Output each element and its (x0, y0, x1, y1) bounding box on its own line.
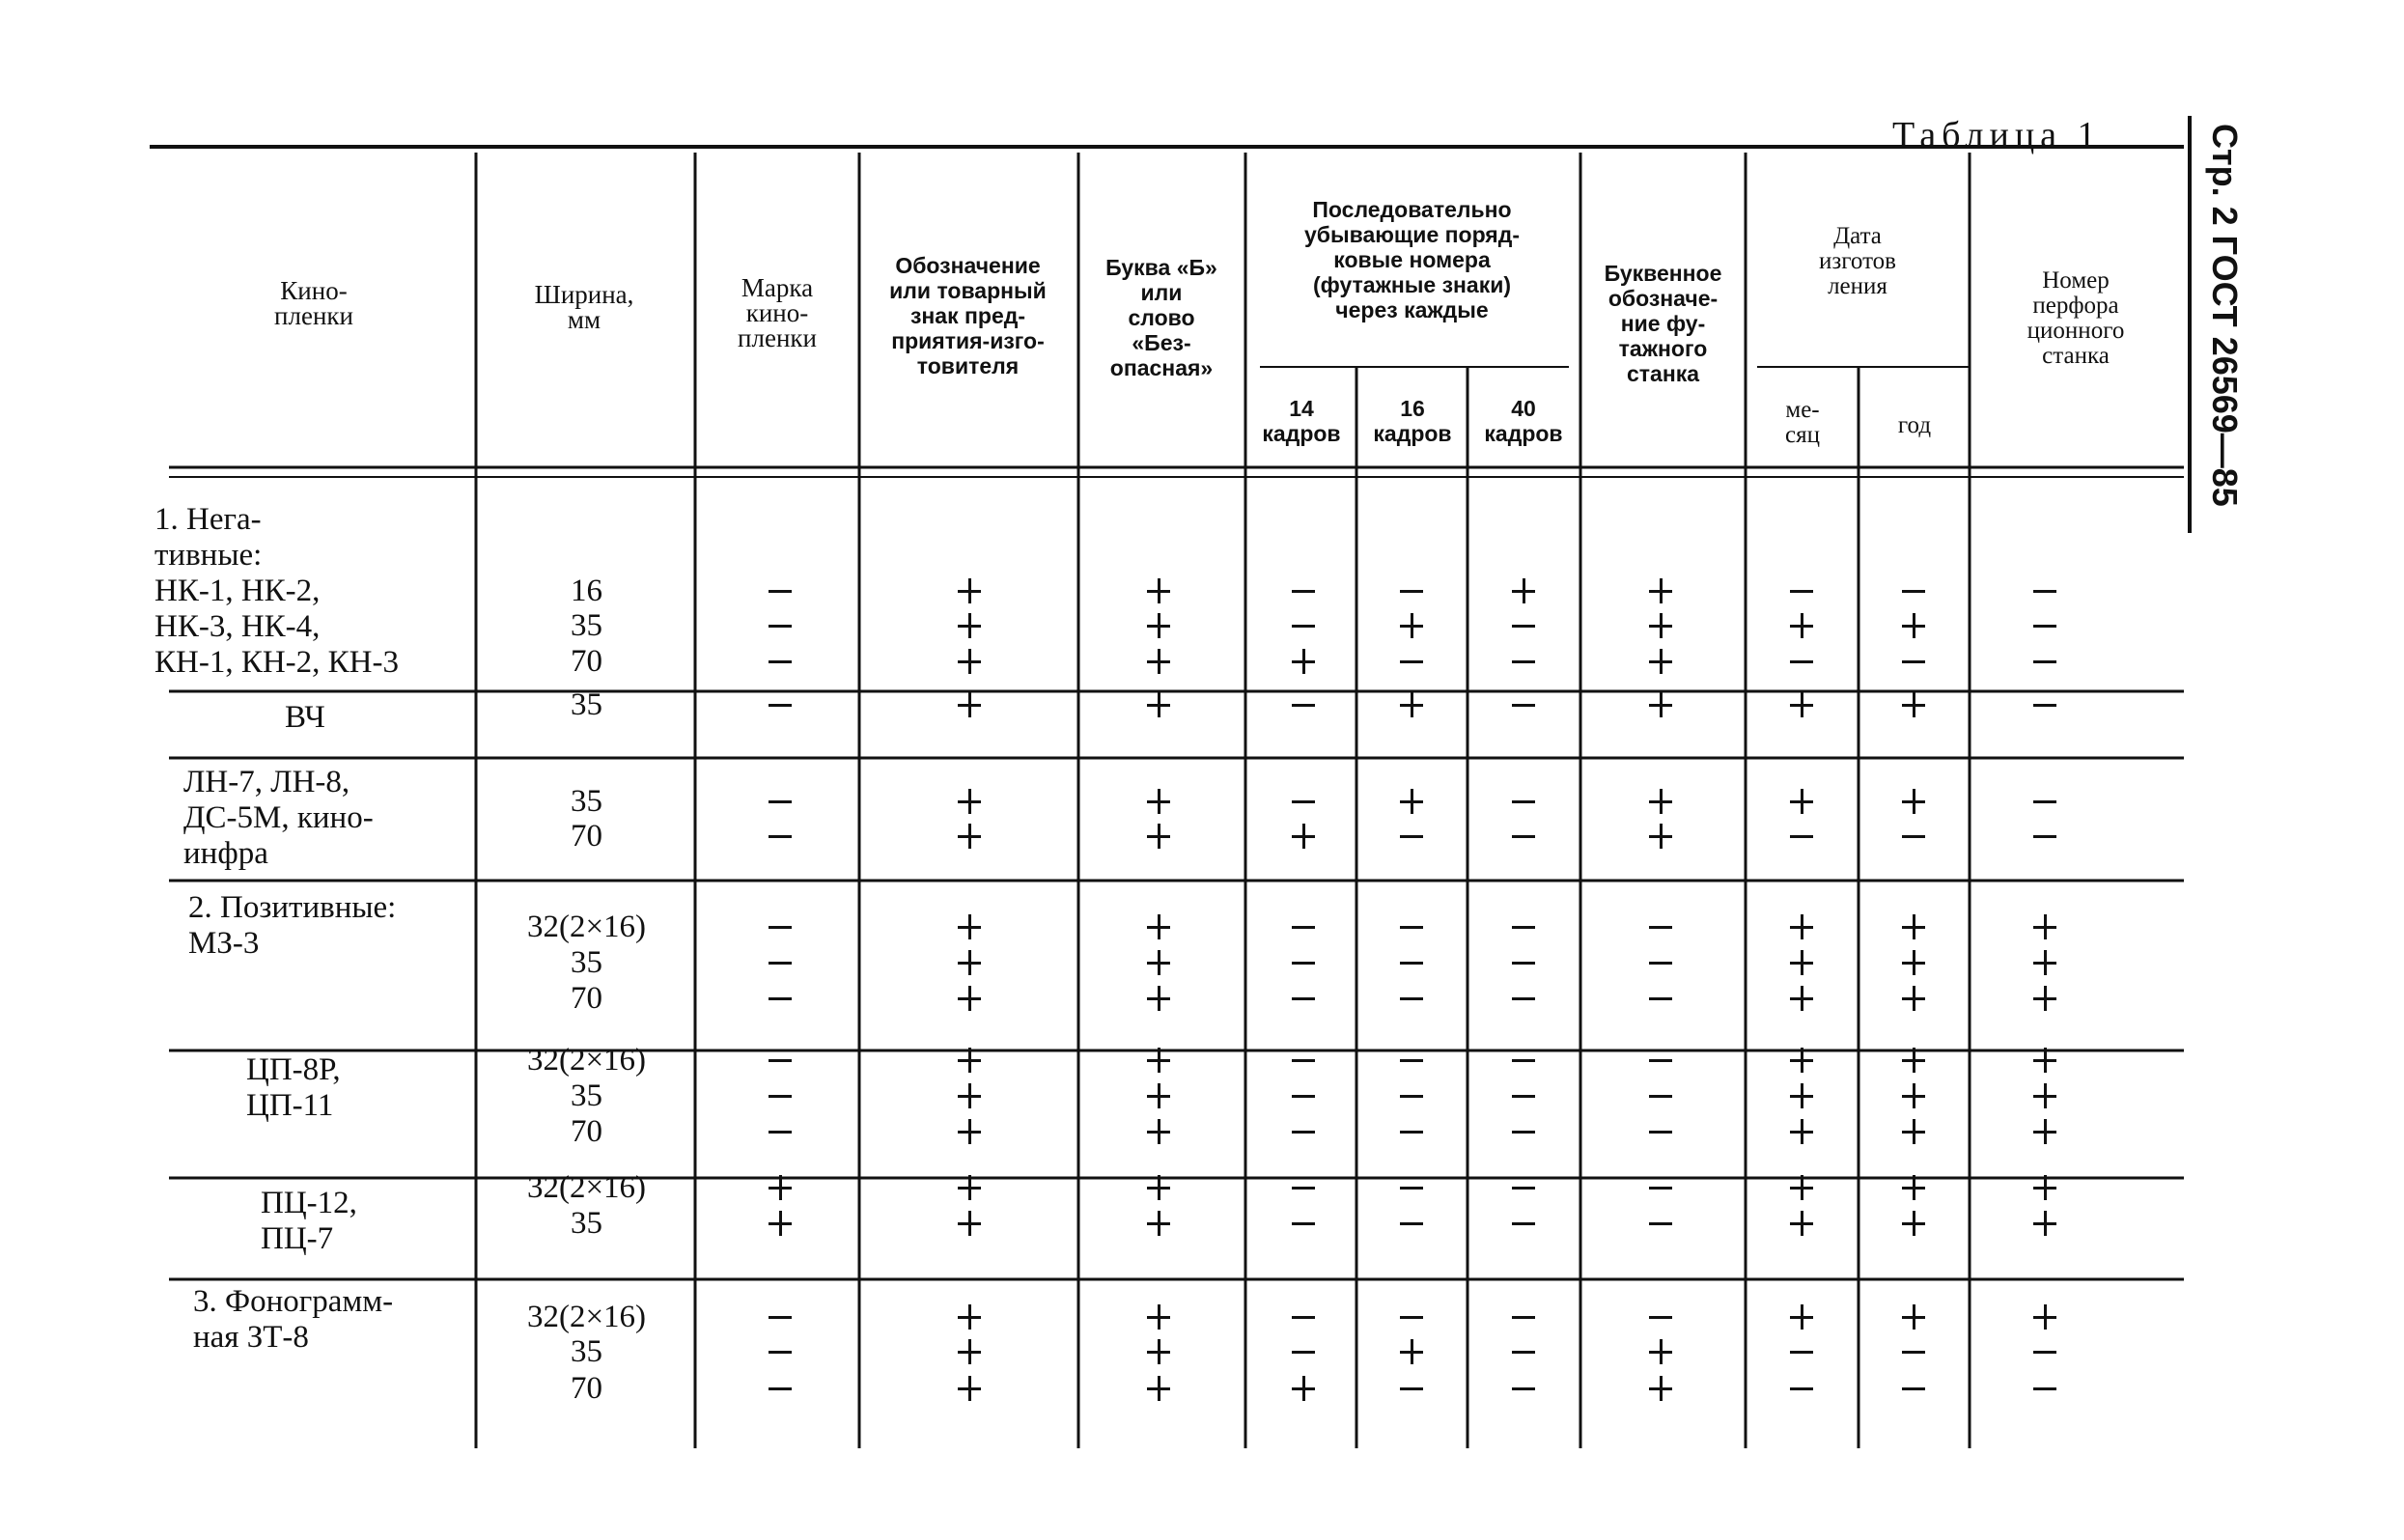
plus-mark (2026, 1178, 2064, 1197)
minus-mark (1782, 652, 1821, 671)
minus-mark (1284, 1214, 1323, 1233)
plus-mark (1782, 1178, 1821, 1197)
minus-mark (1504, 1178, 1543, 1197)
plus-mark (950, 1379, 989, 1398)
plus-mark (950, 1214, 989, 1233)
plus-mark (1641, 1379, 1680, 1398)
minus-mark (761, 1307, 799, 1327)
plus-mark (1139, 1379, 1178, 1398)
header-brand: Марка кино- пленки (738, 273, 817, 352)
plus-mark (761, 1214, 799, 1233)
row-3-width-1: 35 (571, 784, 602, 819)
plus-mark (1641, 1342, 1680, 1361)
minus-mark (1504, 1342, 1543, 1361)
minus-mark (1392, 1178, 1431, 1197)
minus-mark (1641, 989, 1680, 1008)
header-sequential: Последовательно убывающие поряд- ковые номера (футажные знаки) через каждые (1303, 197, 1520, 322)
minus-mark (1284, 1086, 1323, 1106)
plus-mark (761, 1178, 799, 1197)
header-letter-b: Буква «Б» или слово «Без- опасная» (1105, 255, 1217, 380)
plus-mark (1782, 1214, 1821, 1233)
plus-mark (950, 792, 989, 811)
row-6-width-2: 35 (571, 1206, 602, 1241)
minus-mark (2026, 581, 2064, 601)
minus-mark (761, 1342, 799, 1361)
plus-mark (1894, 1214, 1933, 1233)
row-2-film-name: ВЧ (285, 700, 325, 735)
plus-mark (1392, 792, 1431, 811)
minus-mark (1894, 1342, 1933, 1361)
minus-mark (2026, 652, 2064, 671)
plus-mark (2026, 917, 2064, 937)
row-2-width-1: 35 (571, 687, 602, 722)
plus-mark (2026, 989, 2064, 1008)
plus-mark (1894, 953, 1933, 972)
plus-mark (1139, 652, 1178, 671)
plus-mark (1782, 917, 1821, 937)
minus-mark (1782, 1342, 1821, 1361)
plus-mark (1894, 1178, 1933, 1197)
plus-mark (1894, 917, 1933, 937)
plus-mark (1782, 1086, 1821, 1106)
minus-mark (1504, 1086, 1543, 1106)
minus-mark (1782, 826, 1821, 846)
minus-mark (761, 792, 799, 811)
plus-mark (1139, 1307, 1178, 1327)
plus-mark (950, 652, 989, 671)
minus-mark (1392, 953, 1431, 972)
row-7-width-1: 32(2×16) (526, 1300, 647, 1334)
plus-mark (950, 826, 989, 846)
minus-mark (761, 1086, 799, 1106)
header-width: Ширина, мм (534, 280, 634, 334)
header-film: Кино- пленки (274, 276, 353, 330)
plus-mark (1894, 1122, 1933, 1141)
plus-mark (1894, 1050, 1933, 1070)
minus-mark (1392, 1122, 1431, 1141)
plus-mark (1139, 1086, 1178, 1106)
plus-mark (1641, 652, 1680, 671)
plus-mark (1641, 695, 1680, 714)
plus-mark (1894, 1307, 1933, 1327)
minus-mark (1284, 1342, 1323, 1361)
minus-mark (2026, 1379, 2064, 1398)
side-label-text: Стр. 2 ГОСТ 26569—85 (2205, 124, 2245, 507)
minus-mark (1504, 792, 1543, 811)
minus-mark (1504, 1122, 1543, 1141)
minus-mark (761, 826, 799, 846)
minus-mark (1284, 1050, 1323, 1070)
plus-mark (1139, 826, 1178, 846)
minus-mark (1284, 917, 1323, 937)
minus-mark (1894, 1379, 1933, 1398)
plus-mark (2026, 1050, 2064, 1070)
plus-mark (1641, 616, 1680, 635)
plus-mark (1782, 1307, 1821, 1327)
row-5-width-2: 35 (571, 1078, 602, 1113)
plus-mark (1782, 1050, 1821, 1070)
minus-mark (761, 652, 799, 671)
plus-mark (1504, 581, 1543, 601)
minus-mark (1504, 1050, 1543, 1070)
minus-mark (1504, 917, 1543, 937)
minus-mark (761, 695, 799, 714)
header-date: Дата изготов ления (1819, 223, 1896, 299)
minus-mark (761, 581, 799, 601)
row-7-width-3: 70 (571, 1371, 602, 1406)
minus-mark (761, 917, 799, 937)
minus-mark (1782, 1379, 1821, 1398)
minus-mark (1641, 953, 1680, 972)
minus-mark (1284, 953, 1323, 972)
minus-mark (1284, 616, 1323, 635)
header-14: 14 кадров (1262, 396, 1341, 446)
plus-mark (1782, 695, 1821, 714)
plus-mark (950, 989, 989, 1008)
plus-mark (1139, 695, 1178, 714)
row-1-width-3: 70 (571, 644, 602, 679)
minus-mark (2026, 616, 2064, 635)
plus-mark (1139, 1122, 1178, 1141)
row-3-width-2: 70 (571, 819, 602, 854)
plus-mark (950, 1122, 989, 1141)
minus-mark (2026, 1342, 2064, 1361)
minus-mark (1284, 1307, 1323, 1327)
plus-mark (950, 1178, 989, 1197)
table-caption: Таблица 1 (1892, 115, 2102, 155)
minus-mark (2026, 792, 2064, 811)
plus-mark (1139, 1214, 1178, 1233)
minus-mark (1284, 1178, 1323, 1197)
minus-mark (1504, 652, 1543, 671)
row-5-film-name: ЦП-8Р, ЦП-11 (246, 1052, 341, 1123)
minus-mark (1392, 1214, 1431, 1233)
plus-mark (950, 616, 989, 635)
plus-mark (950, 1307, 989, 1327)
minus-mark (1392, 826, 1431, 846)
plus-mark (1139, 616, 1178, 635)
plus-mark (950, 917, 989, 937)
minus-mark (761, 616, 799, 635)
row-1-film-name: 1. Нега- тивные: НК-1, НК-2, НК-3, НК-4, КН-1, КН-2, КН-3 (154, 502, 399, 680)
header-16: 16 кадров (1373, 396, 1452, 446)
minus-mark (1284, 792, 1323, 811)
row-4-width-1: 32(2×16) (526, 910, 647, 944)
plus-mark (950, 953, 989, 972)
plus-mark (1392, 616, 1431, 635)
row-6-width-1: 32(2×16) (526, 1170, 647, 1205)
minus-mark (1641, 917, 1680, 937)
minus-mark (1392, 1050, 1431, 1070)
plus-mark (2026, 1214, 2064, 1233)
plus-mark (1139, 989, 1178, 1008)
plus-mark (1139, 1178, 1178, 1197)
row-4-width-3: 70 (571, 981, 602, 1016)
plus-mark (1782, 953, 1821, 972)
minus-mark (761, 1122, 799, 1141)
plus-mark (1139, 792, 1178, 811)
minus-mark (2026, 826, 2064, 846)
minus-mark (1641, 1122, 1680, 1141)
minus-mark (1284, 989, 1323, 1008)
plus-mark (1782, 989, 1821, 1008)
minus-mark (1284, 1122, 1323, 1141)
minus-mark (1392, 917, 1431, 937)
plus-mark (1284, 1379, 1323, 1398)
minus-mark (761, 989, 799, 1008)
plus-mark (1139, 917, 1178, 937)
minus-mark (1894, 826, 1933, 846)
minus-mark (1392, 1379, 1431, 1398)
row-4-film-name: 2. Позитивные: МЗ-3 (188, 890, 397, 961)
plus-mark (1641, 792, 1680, 811)
minus-mark (1641, 1050, 1680, 1070)
header-month: ме- сяц (1785, 397, 1820, 448)
plus-mark (2026, 1122, 2064, 1141)
minus-mark (1782, 581, 1821, 601)
minus-mark (761, 1050, 799, 1070)
plus-mark (950, 1050, 989, 1070)
plus-mark (1641, 581, 1680, 601)
minus-mark (1392, 989, 1431, 1008)
row-1-width-1: 16 (571, 574, 602, 608)
minus-mark (1894, 581, 1933, 601)
minus-mark (1504, 616, 1543, 635)
minus-mark (1392, 652, 1431, 671)
row-3-film-name: ЛН-7, ЛН-8, ДС-5М, кино- инфра (183, 765, 374, 871)
plus-mark (1139, 581, 1178, 601)
header-maker: Обозначение или товарный знак пред- приятия-изго- товителя (889, 253, 1047, 378)
plus-mark (1139, 953, 1178, 972)
plus-mark (1894, 792, 1933, 811)
minus-mark (1504, 1379, 1543, 1398)
plus-mark (2026, 1086, 2064, 1106)
row-7-film-name: 3. Фонограмм- ная ЗТ-8 (193, 1284, 394, 1355)
minus-mark (761, 1379, 799, 1398)
header-year: год (1897, 412, 1932, 438)
plus-mark (1139, 1050, 1178, 1070)
minus-mark (1284, 581, 1323, 601)
row-4-width-2: 35 (571, 945, 602, 980)
minus-mark (1504, 953, 1543, 972)
minus-mark (1392, 1307, 1431, 1327)
plus-mark (1894, 1086, 1933, 1106)
header-perf: Номер перфора ционного станка (2027, 267, 2125, 369)
plus-mark (1284, 652, 1323, 671)
row-1-width-2: 35 (571, 608, 602, 643)
plus-mark (950, 695, 989, 714)
plus-mark (950, 581, 989, 601)
plus-mark (950, 1342, 989, 1361)
minus-mark (1641, 1307, 1680, 1327)
minus-mark (1641, 1178, 1680, 1197)
plus-mark (1894, 616, 1933, 635)
plus-mark (950, 1086, 989, 1106)
plus-mark (1392, 1342, 1431, 1361)
minus-mark (1504, 1307, 1543, 1327)
plus-mark (2026, 953, 2064, 972)
minus-mark (761, 953, 799, 972)
minus-mark (1392, 581, 1431, 601)
minus-mark (2026, 695, 2064, 714)
minus-mark (1504, 826, 1543, 846)
plus-mark (1139, 1342, 1178, 1361)
plus-mark (1782, 792, 1821, 811)
minus-mark (1504, 989, 1543, 1008)
row-5-width-1: 32(2×16) (526, 1043, 647, 1078)
header-letter-code: Буквенное обозначе- ние фу- тажного станка (1604, 261, 1722, 386)
plus-mark (1894, 989, 1933, 1008)
plus-mark (1894, 695, 1933, 714)
minus-mark (1641, 1086, 1680, 1106)
header-40: 40 кадров (1484, 396, 1563, 446)
minus-mark (1284, 695, 1323, 714)
plus-mark (1392, 695, 1431, 714)
minus-mark (1894, 652, 1933, 671)
plus-mark (1782, 1122, 1821, 1141)
row-7-width-2: 35 (571, 1334, 602, 1369)
minus-mark (1504, 1214, 1543, 1233)
row-5-width-3: 70 (571, 1114, 602, 1149)
plus-mark (1641, 826, 1680, 846)
plus-mark (1284, 826, 1323, 846)
minus-mark (1641, 1214, 1680, 1233)
minus-mark (1504, 695, 1543, 714)
plus-mark (1782, 616, 1821, 635)
plus-mark (2026, 1307, 2064, 1327)
minus-mark (1392, 1086, 1431, 1106)
row-6-film-name: ПЦ-12, ПЦ-7 (261, 1186, 357, 1256)
